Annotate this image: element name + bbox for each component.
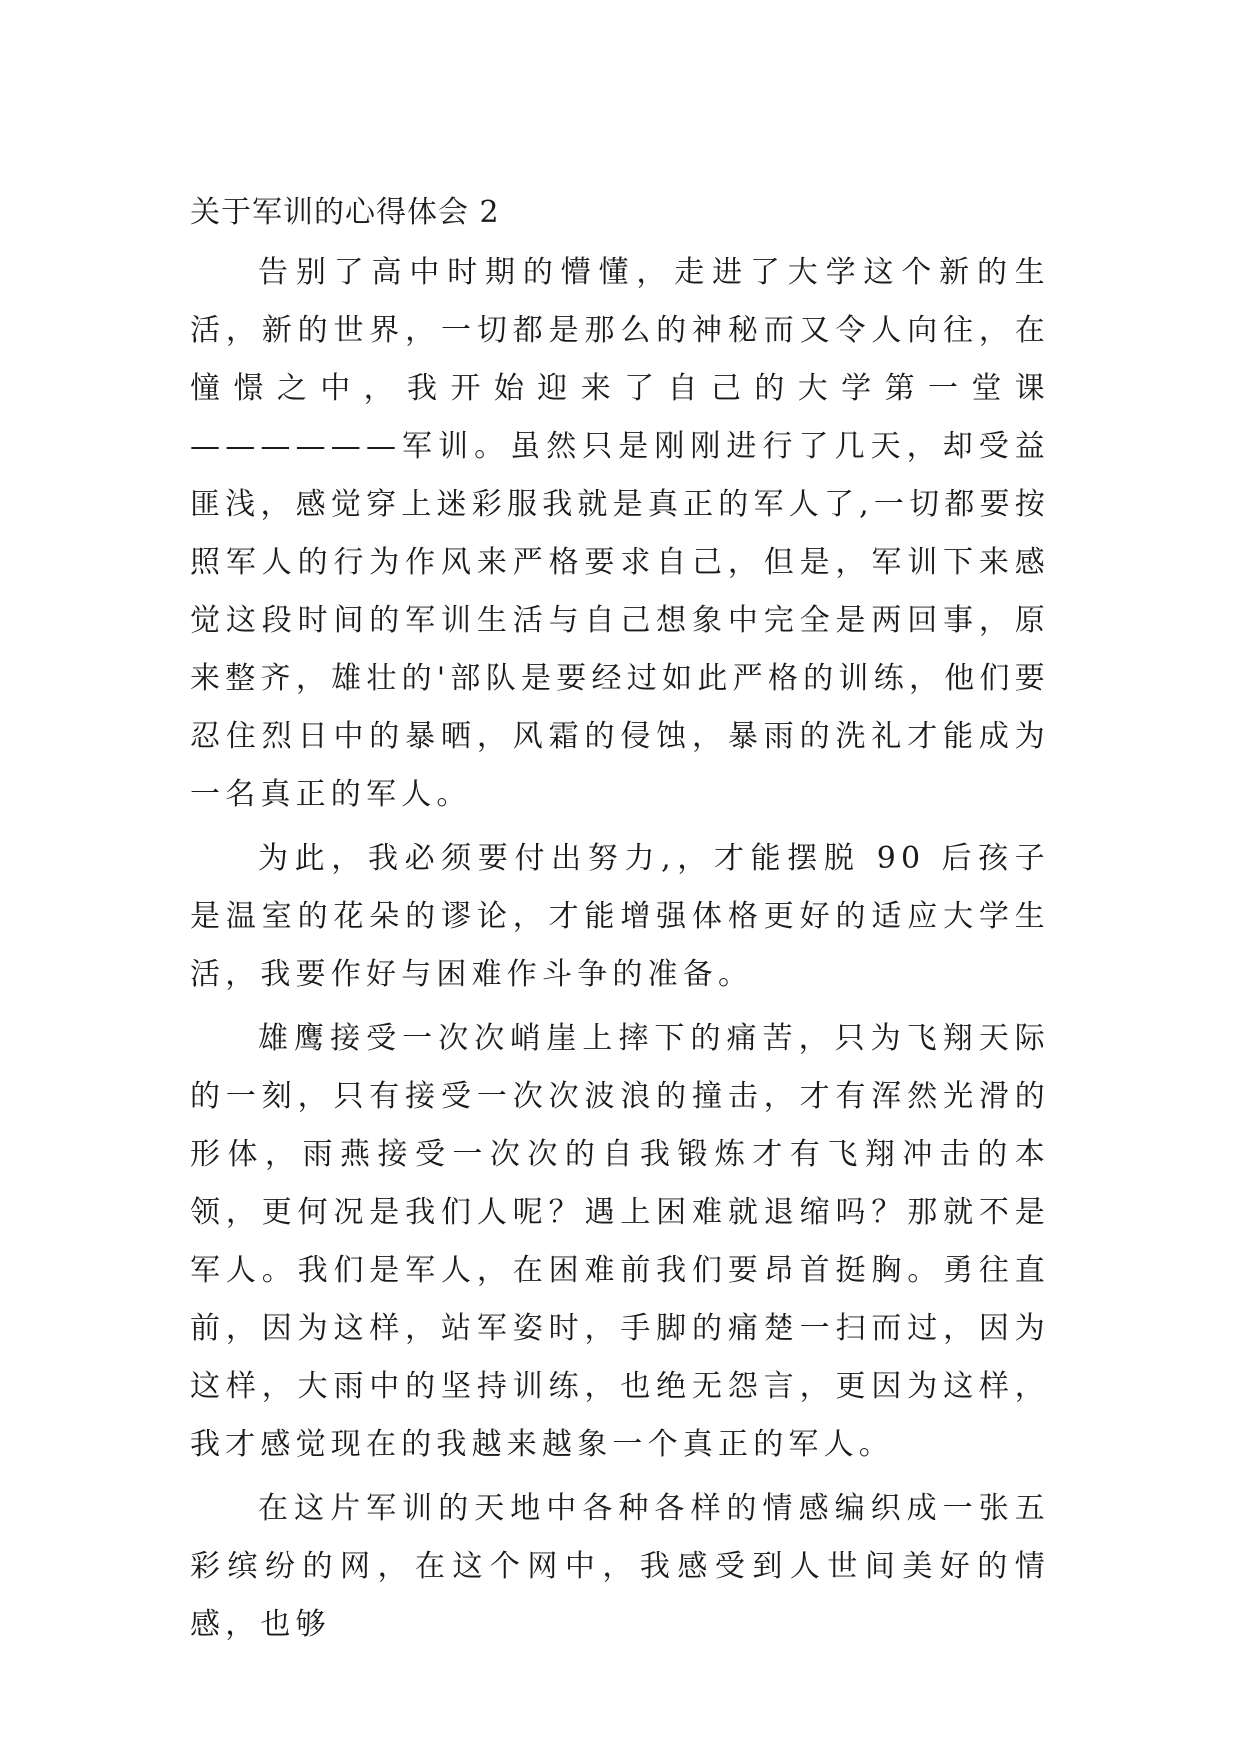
paragraph-3: 雄鹰接受一次次峭崖上摔下的痛苦，只为飞翔天际的一刻，只有接受一次次波浪的撞击，才有浑然光滑的形体，雨燕接受一次次的自我锻炼才有飞翔冲击的本领，更何况是我们人呢？遇上困难就退缩吗？那就不是军人。我们是军人，在困难前我们要昂首挺胸。勇往直前，因为这样，站军姿时，手脚的痛楚一扫而过，因为这样，大雨中的坚持训练，也绝无怨言，更因为这样，我才感觉现在的我越来越象一个真正的军人。 [190,1021,1050,1462]
document-title: 关于军训的心得体会 2 [190,195,500,230]
paragraph-2: 为此，我必须要付出努力,，才能摆脱 90 后孩子是温室的花朵的谬论，才能增强体格更好的适应大学生活，我要作好与困难作斗争的准备。 [190,841,1050,992]
paragraph-1: 告别了高中时期的懵懂，走进了大学这个新的生活，新的世界，一切都是那么的神秘而又令人向往，在憧憬之中，我开始迎来了自己的大学第一堂课——————军训。虽然只是刚刚进行了几天，却受益匪浅，感觉穿上迷彩服我就是真正的军人了,一切都要按照军人的行为作风来严格要求自己，但是，军训下来感觉这段时间的军训生活与自己想象中完全是两回事，原来整齐，雄壮的'部队是要经过如此严格的训练，他们要忍住烈日中的暴晒，风霜的侵蚀，暴雨的洗礼才能成为一名真正的军人。 [190,255,1050,812]
paragraph-4: 在这片军训的天地中各种各样的情感编织成一张五彩缤纷的网，在这个网中，我感受到人世间美好的情感，也够 [190,1491,1050,1642]
document-body [190,188,1050,1660]
